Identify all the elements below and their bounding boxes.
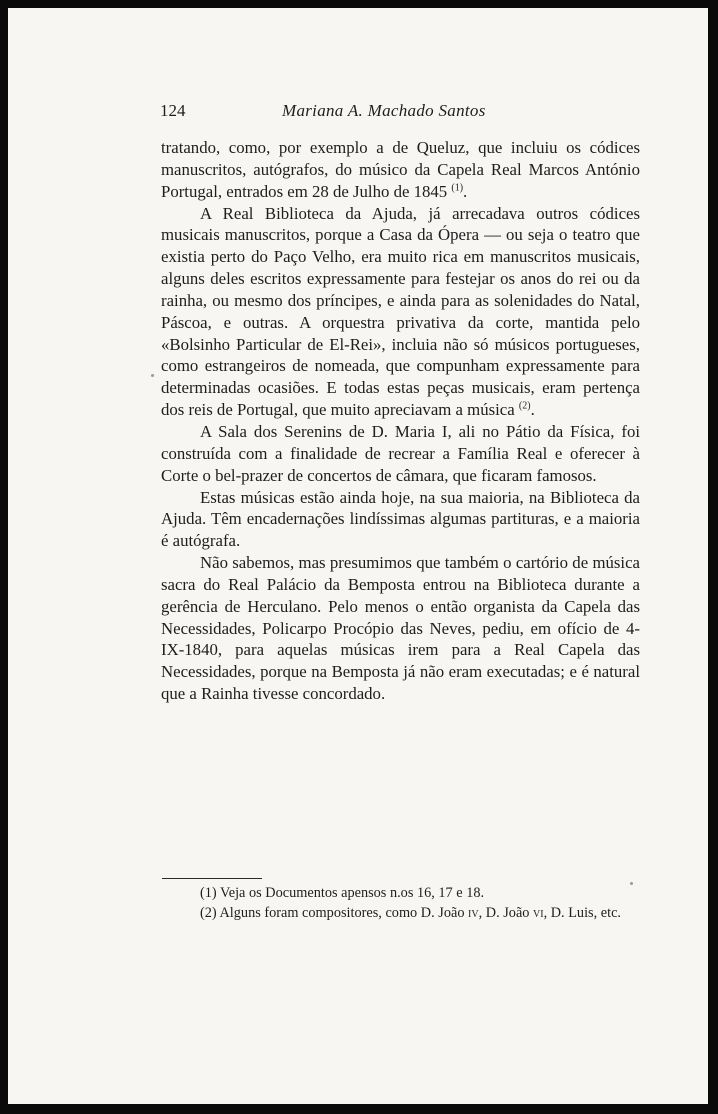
- footnotes: [162, 884, 641, 923]
- footnote-2-roman-b: vi: [533, 904, 544, 921]
- paragraph-2-tail: .: [530, 400, 535, 420]
- footnote-1-mark: (1): [200, 885, 217, 901]
- footnote-2-mark: (2): [200, 904, 217, 921]
- footnote-2-roman-a: iv: [468, 904, 479, 921]
- footnote-1: [162, 884, 641, 904]
- running-title: Mariana A. Machado Santos: [282, 101, 486, 120]
- paragraph-1-text: tratando, como, por exemplo a de Queluz, que incluiu os códices manuscritos, autógrafos, do músico da Capela Real Marcos António Portugal, entrados em 28 de Julho de 1845: [161, 138, 640, 201]
- ink-speck: [630, 882, 633, 885]
- ink-speck: [151, 374, 154, 377]
- footnote-ref-2: (2): [518, 400, 531, 412]
- main-text: [161, 137, 640, 705]
- footnote-2: [162, 904, 641, 924]
- paragraph-3: A Sala dos Serenins de D. Maria I, ali no Pátio da Física, foi construída com a finalidade de recrear a Família Real e oferecer à Corte o bel-prazer de concertos de câmara, que ficaram famosos.: [161, 421, 640, 485]
- page-number: 124: [160, 101, 186, 120]
- footnote-1-text: Veja os Documentos apensos n.os 16, 17 e 18.: [220, 885, 485, 901]
- paragraph-1: [161, 137, 640, 203]
- paragraph-2-text: A Real Biblioteca da Ajuda, já arrecadava outros códices musicais manuscritos, porque a Casa da Ópera — ou seja o teatro que existia perto do Paço Velho, era muito rica em manuscritos musicais, alguns deles escritos expressamente para festejar os anos do rei ou da rainha, ou mesmo dos príncipes, e ainda para as solenidades do Natal, Páscoa, e outras. A orquestra privativa da corte, mantida pelo «Bolsinho Particular de El-Rei», incluia não só músicos portugueses, como estrangeiros de nomeada, que compunham expressamente para determinadas ocasiões. E todas estas peças musicais, eram pertença dos reis de Portugal, que muito apreciavam a música: [161, 203, 640, 420]
- footnote-ref-1: (1): [451, 182, 464, 194]
- paragraph-2: [161, 203, 640, 421]
- footnote-divider: [162, 878, 262, 879]
- paragraph-1-tail: .: [463, 181, 468, 201]
- paragraph-5: Não sabemos, mas presumimos que também o cartório de música sacra do Real Palácio da Bemposta entrou na Biblioteca durante a gerência de Herculano. Pelo menos o então organista da Capela das Necessidades, Policarpo Procópio das Neves, pediu, em ofício de 4-IX-1840, para aquelas músicas irem para a Real Capela das Necessidades, porque na Bemposta já não eram executadas; e é natural que a Rainha tivesse concordado.: [161, 553, 640, 704]
- footnote-2-text-a: Alguns foram compositores, como D. João: [219, 904, 465, 921]
- book-page: [8, 8, 708, 1104]
- footnote-2-text-b: , D. João: [478, 904, 530, 921]
- footnote-2-text-c: , D. Luis, etc.: [543, 904, 622, 921]
- paragraph-4: Estas músicas estão ainda hoje, na sua maioria, na Biblioteca da Ajuda. Têm encadernações lindíssimas algumas partituras, e a maioria é autógrafa.: [161, 487, 640, 551]
